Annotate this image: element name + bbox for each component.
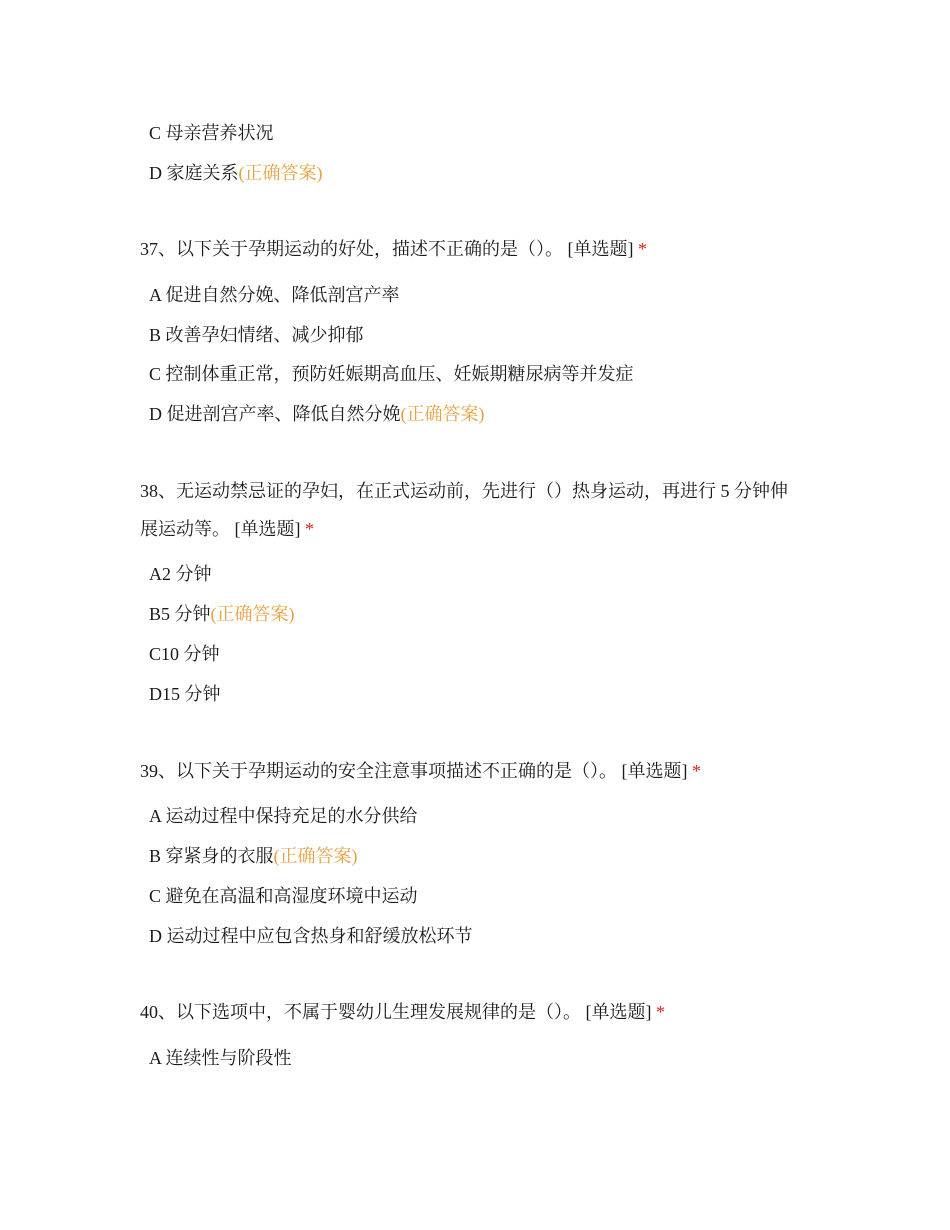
option-text: 运动过程中应包含热身和舒缓放松环节 bbox=[166, 926, 473, 946]
question-38-title-line1 bbox=[140, 479, 788, 503]
option-text: 控制体重正常，预防妊娠期高血压、妊娠期糖尿病等并发症 bbox=[165, 364, 634, 384]
option-text: 2 分钟 bbox=[162, 564, 212, 584]
option-text: 15 分钟 bbox=[162, 684, 221, 704]
option-text: 穿紧身的衣服 bbox=[165, 846, 274, 866]
question-text: 39、以下关于孕期运动的安全注意事项描述不正确的是（）。 bbox=[140, 761, 617, 781]
required-mark: * bbox=[656, 1002, 665, 1022]
question-type-label: [单选题] bbox=[234, 519, 301, 539]
correct-answer-mark: (正确答案) bbox=[238, 163, 323, 183]
option-38-a bbox=[149, 562, 212, 586]
option-text: 母亲营养状况 bbox=[165, 123, 274, 143]
option-letter: D bbox=[149, 926, 162, 946]
option-letter: A bbox=[149, 1048, 162, 1068]
question-text: 37、以下关于孕期运动的好处，描述不正确的是（）。 bbox=[140, 239, 563, 259]
option-letter: C bbox=[149, 123, 162, 143]
question-type-label: [单选题] bbox=[567, 239, 634, 259]
option-letter: B bbox=[149, 604, 162, 624]
option-text: 运动过程中保持充足的水分供给 bbox=[165, 806, 418, 826]
correct-answer-mark: (正确答案) bbox=[400, 404, 485, 424]
option-38-b bbox=[149, 602, 295, 626]
option-39-d bbox=[149, 924, 473, 948]
option-text: 5 分钟 bbox=[161, 604, 211, 624]
option-text: 连续性与阶段性 bbox=[165, 1048, 292, 1068]
option-letter: B bbox=[149, 846, 162, 866]
required-mark: * bbox=[305, 519, 314, 539]
option-text: 10 分钟 bbox=[161, 644, 220, 664]
option-prev-d bbox=[149, 161, 323, 185]
option-letter: D bbox=[149, 404, 162, 424]
question-38-title-line2 bbox=[140, 517, 314, 541]
option-text: 促进自然分娩、降低剖宫产率 bbox=[165, 285, 400, 305]
correct-answer-mark: (正确答案) bbox=[273, 846, 358, 866]
option-letter: C bbox=[149, 364, 162, 384]
option-37-d bbox=[149, 402, 485, 426]
option-letter: A bbox=[149, 285, 162, 305]
option-text: 避免在高温和高湿度环境中运动 bbox=[165, 886, 418, 906]
question-39-title bbox=[140, 759, 701, 783]
correct-answer-mark: (正确答案) bbox=[210, 604, 295, 624]
option-40-a bbox=[149, 1046, 292, 1070]
option-letter: D bbox=[149, 684, 162, 704]
option-letter: D bbox=[149, 163, 162, 183]
question-text: 40、以下选项中，不属于婴幼儿生理发展规律的是（）。 bbox=[140, 1002, 581, 1022]
question-type-label: [单选题] bbox=[621, 761, 688, 781]
option-letter: A bbox=[149, 806, 162, 826]
option-text: 促进剖宫产率、降低自然分娩 bbox=[166, 404, 401, 424]
option-letter: A bbox=[149, 564, 162, 584]
option-38-d bbox=[149, 682, 221, 706]
option-prev-c bbox=[149, 121, 274, 145]
question-text: 展运动等。 bbox=[140, 519, 230, 539]
question-type-label: [单选题] bbox=[585, 1002, 652, 1022]
option-text: 家庭关系 bbox=[166, 163, 239, 183]
option-39-c bbox=[149, 884, 418, 908]
question-40-title bbox=[140, 1000, 665, 1024]
required-mark: * bbox=[692, 761, 701, 781]
option-text: 改善孕妇情绪、减少抑郁 bbox=[165, 325, 364, 345]
question-text: 38、无运动禁忌证的孕妇，在正式运动前，先进行（）热身运动，再进行 5 分钟伸 bbox=[140, 481, 788, 501]
option-letter: C bbox=[149, 644, 162, 664]
option-37-a bbox=[149, 283, 400, 307]
option-38-c bbox=[149, 642, 220, 666]
option-letter: B bbox=[149, 325, 162, 345]
question-37-title bbox=[140, 237, 647, 261]
option-37-c bbox=[149, 362, 634, 386]
option-39-b bbox=[149, 844, 358, 868]
option-letter: C bbox=[149, 886, 162, 906]
option-37-b bbox=[149, 323, 364, 347]
option-39-a bbox=[149, 804, 418, 828]
required-mark: * bbox=[638, 239, 647, 259]
